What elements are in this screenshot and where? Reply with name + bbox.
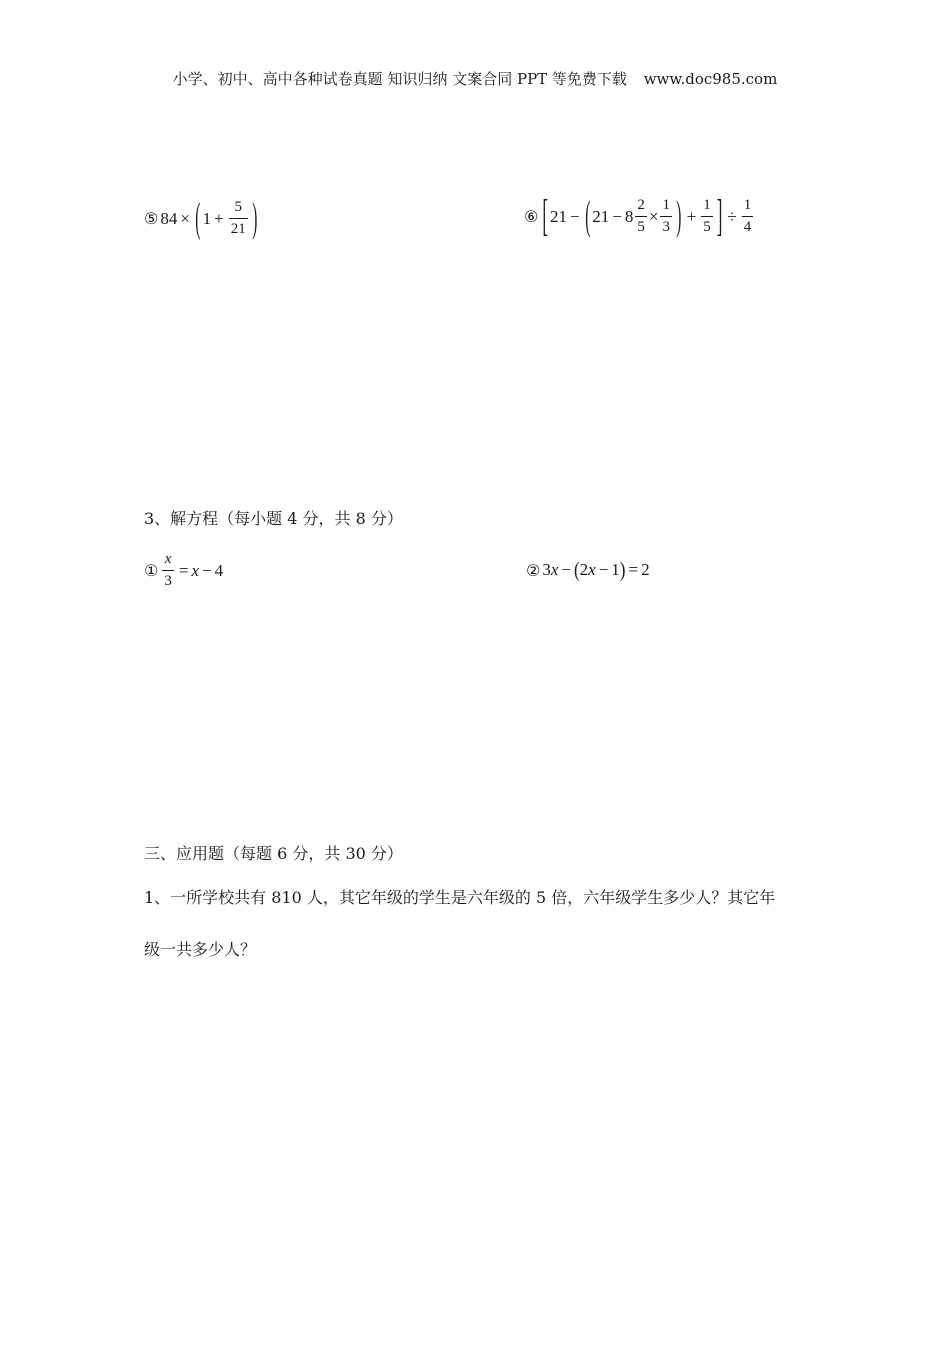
p6-n1: 2 [637, 197, 645, 213]
p6-fraction-4 [742, 198, 754, 235]
p6-fraction-3 [701, 198, 713, 235]
p6-d4: 4 [742, 216, 754, 235]
problem-5 [144, 194, 259, 241]
eq2-coef: 3 [542, 560, 551, 579]
eq2-minus2: − [598, 560, 609, 579]
p5-fraction [229, 200, 248, 237]
p5-rparen: ) [251, 194, 258, 241]
eq2-var2: x [588, 560, 596, 579]
p6-d1: 5 [635, 216, 647, 235]
header-url: www.doc985.com [643, 70, 778, 88]
equation-2 [526, 557, 650, 582]
p6-d2: 3 [660, 216, 672, 235]
p6-rparen: ) [676, 192, 682, 239]
p5-plus: + [214, 208, 224, 228]
p5-a: 84 [160, 208, 178, 228]
question-1-line-1: 1、一所学校共有 810 人，其它年级的学生是六年级的 5 倍，六年级学生多少人？其它年 [144, 888, 776, 907]
p6-fraction-1 [635, 198, 647, 235]
page-header [0, 68, 950, 89]
section-iii-title: 三、应用题（每题 6 分，共 30 分） [144, 844, 403, 863]
p6-fraction-2 [660, 198, 672, 235]
p6-lparen: ( [584, 192, 590, 239]
p6-minus: − [570, 206, 580, 226]
p6-b: 21 [592, 206, 610, 226]
eq1-num: x [164, 551, 172, 567]
eq1-den: 3 [162, 570, 174, 589]
question-1-line-2: 级一共多少人？ [144, 940, 257, 959]
eq1-rhs-var: x [191, 560, 199, 580]
eq2-rhs: 2 [641, 560, 650, 579]
problem-6-marker: ⑥ [524, 207, 539, 226]
problem-6 [524, 190, 755, 240]
eq2-lparen: ( [573, 557, 580, 582]
eq1-fraction [162, 552, 174, 589]
eq2-rparen: ) [619, 557, 626, 582]
p5-one: 1 [202, 208, 212, 228]
p5-lparen: ( [195, 194, 201, 241]
p6-a: 21 [550, 206, 568, 226]
p5-num: 5 [234, 199, 242, 215]
eq2-equals: = [628, 560, 639, 579]
p5-den: 21 [229, 218, 248, 237]
eq2-minus: − [561, 560, 571, 579]
p6-n3: 1 [703, 197, 711, 213]
p6-rbracket: ] [716, 190, 723, 240]
eq2-var: x [550, 560, 559, 579]
p6-plus: + [686, 206, 697, 226]
eq1-rhs-num: 4 [214, 560, 224, 580]
p6-lbracket: [ [542, 190, 549, 240]
p6-d3: 5 [701, 216, 713, 235]
p5-times: × [180, 208, 190, 228]
p6-n2: 1 [662, 197, 670, 213]
p6-n4: 1 [743, 197, 752, 213]
equation-2-marker: ② [526, 560, 541, 580]
problem-5-marker: ⑤ [144, 209, 159, 228]
p6-whole: 8 [624, 206, 634, 226]
p6-minus2: − [612, 206, 622, 226]
eq2-one: 1 [611, 560, 620, 579]
p6-times: × [648, 206, 659, 226]
eq1-minus: − [201, 560, 212, 580]
eq1-equals: = [178, 560, 189, 580]
equation-1 [144, 552, 223, 589]
header-text: 小学、初中、高中各种试卷真题 知识归纳 文案合同 PPT 等免费下载 [172, 70, 627, 88]
eq2-coef2: 2 [579, 560, 589, 579]
section-3-title: 3、解方程（每小题 4 分，共 8 分） [144, 509, 403, 528]
p6-div: ÷ [727, 206, 737, 226]
equation-1-marker: ① [144, 561, 159, 580]
